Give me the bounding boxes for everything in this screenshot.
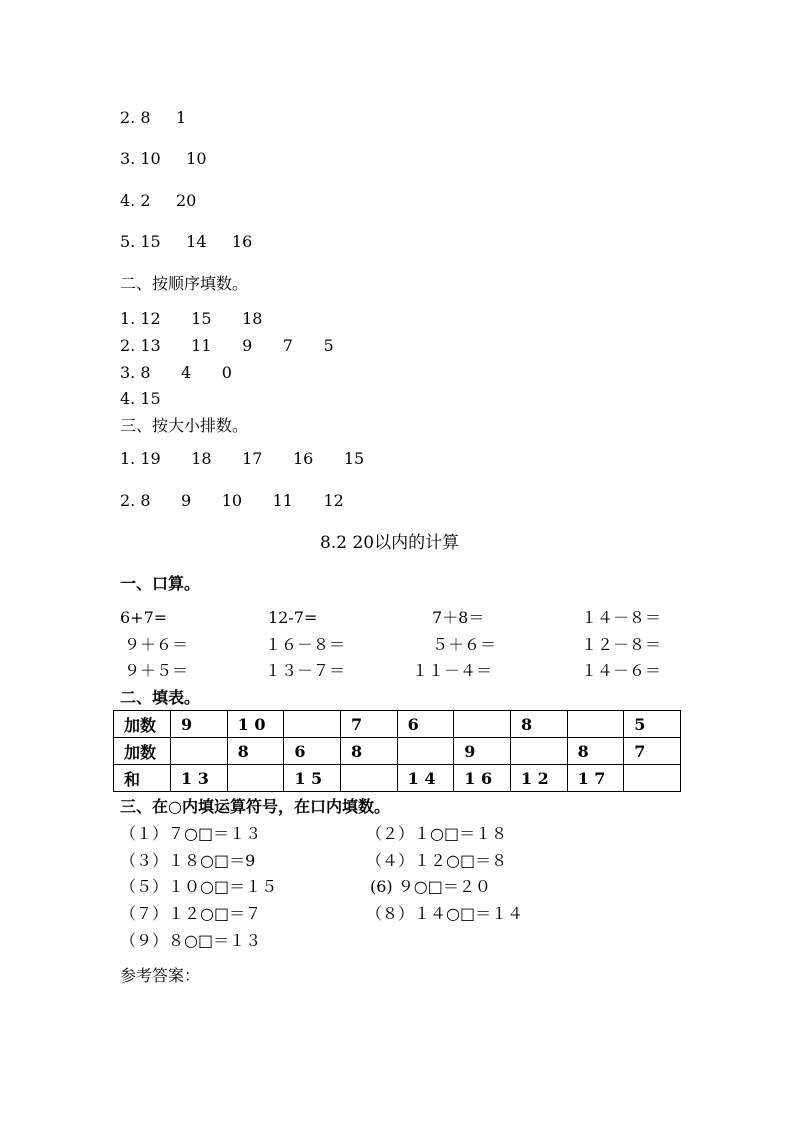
oral-problem: ９＋６＝ bbox=[124, 635, 189, 654]
oral-problem: １６－８＝ bbox=[265, 635, 346, 654]
answer-line: 1. 19 18 17 16 15 bbox=[120, 449, 365, 468]
answer-label: 参考答案： bbox=[120, 966, 201, 985]
table-cell: 9 bbox=[171, 711, 228, 738]
table-cell bbox=[454, 711, 511, 738]
oral-problem: 7＋8＝ bbox=[432, 608, 485, 627]
table-cell bbox=[624, 765, 681, 792]
answer-line: 4. 2 20 bbox=[120, 191, 197, 210]
answer-line: 2. 8 1 bbox=[120, 108, 187, 127]
table-cell: 8 bbox=[340, 738, 397, 765]
table-cell bbox=[397, 738, 454, 765]
section-heading: 一、口算。 bbox=[120, 574, 201, 593]
table-cell: 1 2 bbox=[510, 765, 567, 792]
oral-problem: １４－８＝ bbox=[581, 608, 662, 627]
oral-problem: ５＋６＝ bbox=[432, 635, 497, 654]
table-cell: 和 bbox=[114, 765, 171, 792]
operator-problem: （４）１２○□＝８ bbox=[366, 851, 508, 870]
table-cell: 加数 bbox=[114, 738, 171, 765]
table-cell: 1 4 bbox=[397, 765, 454, 792]
operator-problem: （７）１２○□＝７ bbox=[120, 904, 262, 923]
operator-problem: （２）１○□＝１８ bbox=[366, 824, 508, 843]
oral-problem: 6+7= bbox=[120, 608, 168, 627]
section-heading: 二、按顺序填数。 bbox=[120, 274, 249, 293]
table-row bbox=[114, 738, 681, 765]
answer-line: 5. 15 14 16 bbox=[120, 232, 253, 251]
answer-line: 2. 13 11 9 7 5 bbox=[120, 336, 334, 355]
table-cell: 7 bbox=[624, 738, 681, 765]
table-cell: 1 5 bbox=[284, 765, 341, 792]
oral-problem: １３－７＝ bbox=[265, 661, 346, 680]
operator-problem: （８）１４○□＝１４ bbox=[366, 904, 524, 923]
operator-problem: (6) ９○□＝２０ bbox=[370, 877, 491, 896]
table-cell: 6 bbox=[397, 711, 454, 738]
section-heading: 二、填表。 bbox=[120, 688, 201, 707]
table-cell: 8 bbox=[567, 738, 624, 765]
table-cell bbox=[340, 765, 397, 792]
table-cell: 加数 bbox=[114, 711, 171, 738]
table-row bbox=[114, 711, 681, 738]
answer-line: 4. 15 bbox=[120, 389, 161, 408]
fill-table bbox=[113, 710, 681, 792]
table-cell: 1 3 bbox=[171, 765, 228, 792]
oral-problem: ９＋５＝ bbox=[124, 661, 189, 680]
answer-line: 2. 8 9 10 11 12 bbox=[120, 491, 344, 510]
table-cell: 1 7 bbox=[567, 765, 624, 792]
table-cell bbox=[510, 738, 567, 765]
table-cell: 7 bbox=[340, 711, 397, 738]
answer-line: 1. 12 15 18 bbox=[120, 309, 263, 328]
operator-problem: （９）８○□＝１３ bbox=[120, 931, 262, 950]
table-cell: 8 bbox=[227, 738, 284, 765]
table-cell bbox=[227, 765, 284, 792]
table-cell: 8 bbox=[510, 711, 567, 738]
operator-problem: （３）１８○□＝9 bbox=[120, 851, 256, 870]
lesson-title: 8.2 20以内的计算 bbox=[320, 533, 460, 553]
oral-problem: 12-7= bbox=[268, 608, 318, 627]
oral-problem: １１－４＝ bbox=[412, 661, 493, 680]
oral-problem: １４－６＝ bbox=[581, 661, 662, 680]
table-cell bbox=[284, 711, 341, 738]
operator-problem: （５）１０○□＝１５ bbox=[120, 877, 278, 896]
table-cell: 9 bbox=[454, 738, 511, 765]
oral-problem: １２－８＝ bbox=[581, 635, 662, 654]
table-cell: 1 6 bbox=[454, 765, 511, 792]
table-cell: 6 bbox=[284, 738, 341, 765]
section-heading: 三、在○内填运算符号，在口内填数。 bbox=[120, 797, 390, 816]
answer-line: 3. 8 4 0 bbox=[120, 363, 232, 382]
table-row bbox=[114, 765, 681, 792]
answer-line: 3. 10 10 bbox=[120, 149, 207, 168]
table-cell bbox=[171, 738, 228, 765]
table-cell bbox=[567, 711, 624, 738]
operator-problem: （１）７○□＝１３ bbox=[120, 824, 262, 843]
table-cell: 5 bbox=[624, 711, 681, 738]
section-heading: 三、按大小排数。 bbox=[120, 416, 249, 435]
table-cell: 1 0 bbox=[227, 711, 284, 738]
